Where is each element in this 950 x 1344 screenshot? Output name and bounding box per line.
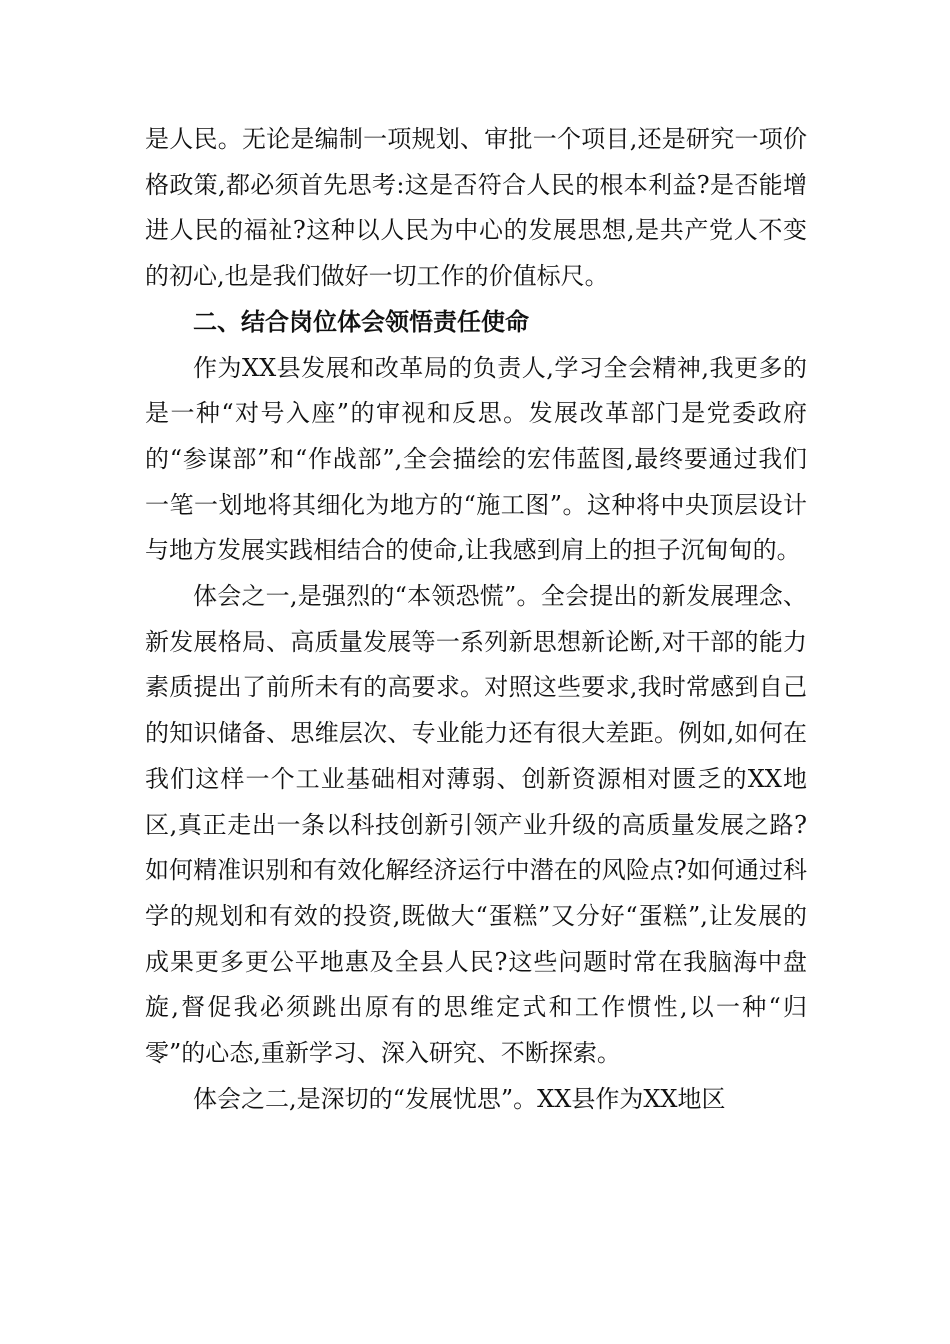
paragraph-insight-one: 体会之一,是强烈的“本领恐慌”。全会提出的新发展理念、新发展格局、高质量发展等一系列新思想新论断,对干部的能力素质提出了前所未有的高要求。对照这些要求,我时常感到自己的知识储备、思维层次、专业能力还有很大差距。例如,如何在我们这样一个工业基础相对薄弱、创新资源相对匮乏的XX地区,真正走出一条以科技创新引领产业升级的高质量发展之路?如何精准识别和有效化解经济运行中潜在的风险点?如何通过科学的规划和有效的投资,既做大“蛋糕”又分好“蛋糕”,让发展的成果更多更公平地惠及全县人民?这些问题时常在我脑海中盘旋,督促我必须跳出原有的思维定式和工作惯性,以一种“归零”的心态,重新学习、深入研究、不断探索。 <box>145 582 807 1068</box>
paragraph-insight-two: 体会之二,是深切的“发展忧思”。XX县作为XX地区 <box>193 1084 726 1113</box>
document-body <box>145 117 807 1122</box>
paragraph-role-reflection: 作为XX县发展和改革局的负责人,学习全会精神,我更多的是一种“对号入座”的审视和反思。发展改革部门是党委政府的“参谋部”和“作战部”,全会描绘的宏伟蓝图,最终要通过我们一笔一划地将其细化为地方的“施工图”。这种将中央顶层设计与地方发展实践相结合的使命,让我感到肩上的担子沉甸甸的。 <box>145 353 807 565</box>
paragraph-continuation: 是人民。无论是编制一项规划、审批一个项目,还是研究一项价格政策,都必须首先思考:这是否符合人民的根本利益?是否能增进人民的福祉?这种以人民为中心的发展思想,是共产党人不变的初心,也是我们做好一切工作的价值标尺。 <box>145 125 807 291</box>
section-heading: 二、结合岗位体会领悟责任使命 <box>193 307 529 336</box>
